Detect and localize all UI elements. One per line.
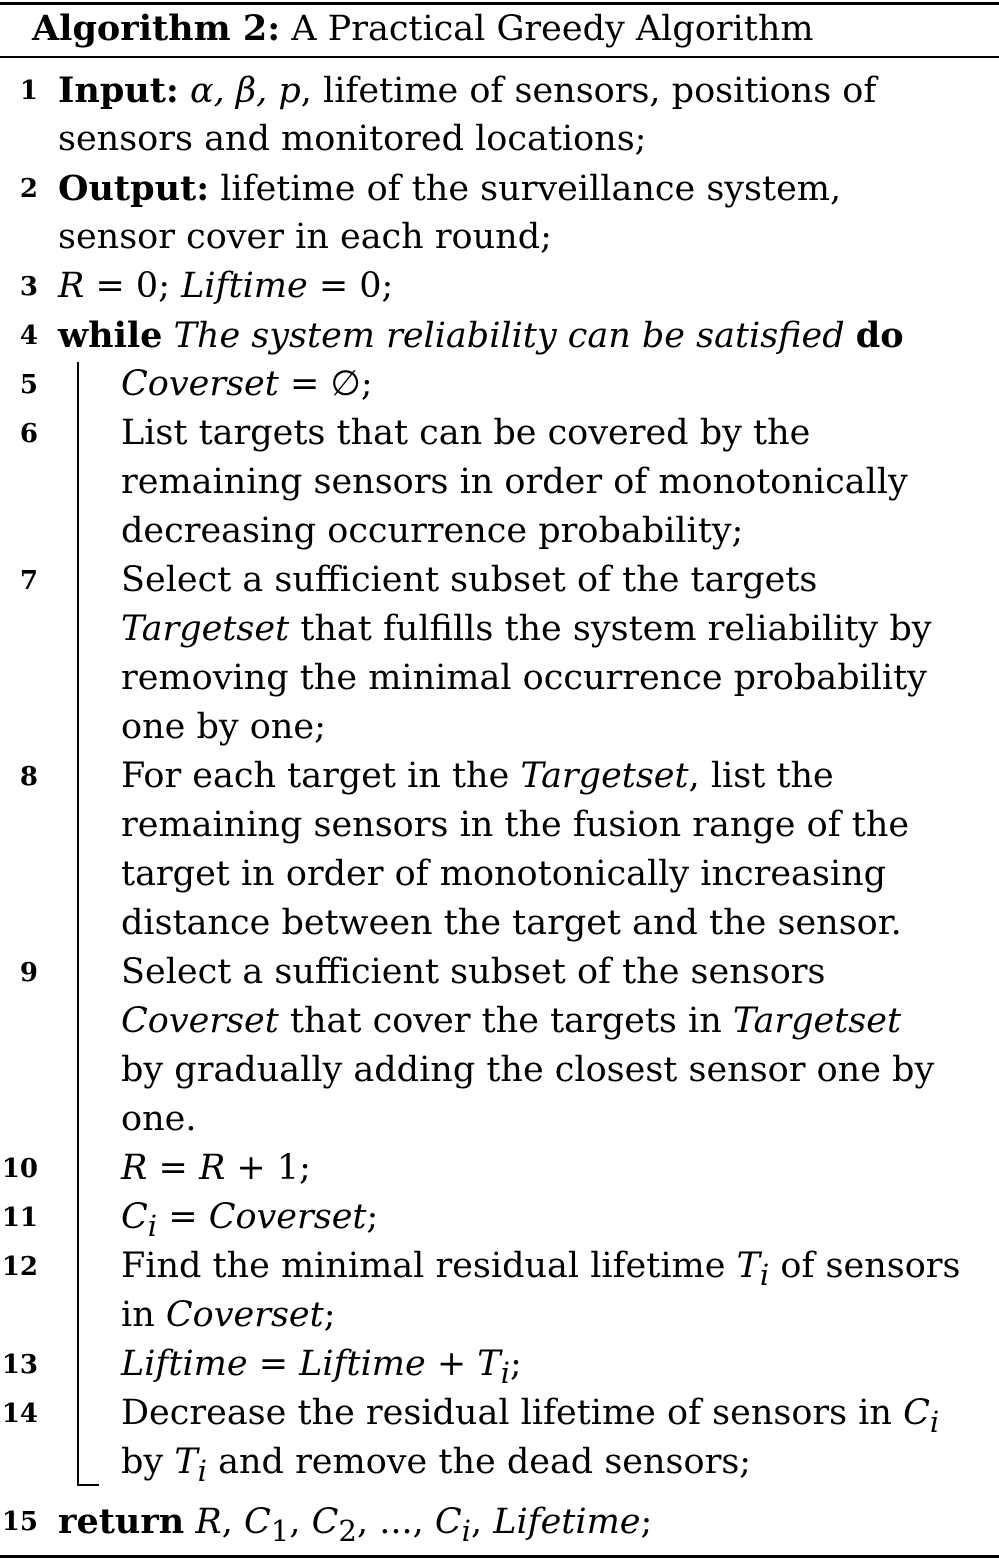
algorithm-line-text: Decrease the residual lifetime of sensors in $C_i$ bbox=[121, 1393, 940, 1439]
algorithm-line-text: sensors and monitored locations; bbox=[58, 119, 647, 159]
algorithm-line-text: For each target in the Targetset, list the bbox=[121, 756, 834, 796]
line-number: 9 bbox=[19, 958, 38, 988]
line-number: 15 bbox=[1, 1507, 38, 1537]
algorithm-line-text: by $T_i$ and remove the dead sensors; bbox=[121, 1442, 752, 1488]
algorithm-line-text: distance between the target and the sensor. bbox=[121, 903, 902, 943]
algorithm-line-text: Coverset that cover the targets in Targetset bbox=[121, 1001, 902, 1041]
algorithm-line-text: $C_i$ = Coverset; bbox=[121, 1197, 379, 1243]
line-number: 8 bbox=[19, 762, 38, 792]
line-number: 10 bbox=[1, 1154, 38, 1184]
line-number: 1 bbox=[19, 76, 38, 106]
line-number: 14 bbox=[1, 1399, 38, 1429]
algorithm-line-text: remaining sensors in the fusion range of the bbox=[121, 805, 910, 845]
algorithm-label: Algorithm 2: bbox=[32, 8, 281, 49]
bottom-rule bbox=[0, 1555, 999, 1558]
line-number: 7 bbox=[19, 566, 38, 596]
algorithm-line-text: by gradually adding the closest sensor one by bbox=[121, 1050, 935, 1090]
algorithm-line-text: decreasing occurrence probability; bbox=[121, 511, 744, 551]
algorithm-line-text: sensor cover in each round; bbox=[58, 217, 552, 257]
algorithm-caption bbox=[32, 4, 814, 54]
algorithm-line-text: removing the minimal occurrence probability bbox=[121, 658, 927, 698]
algorithm-line-text: while The system reliability can be satisfied do bbox=[58, 315, 904, 356]
while-block-foot bbox=[77, 1484, 99, 1486]
algorithm-line-text: remaining sensors in order of monotonically bbox=[121, 462, 908, 502]
algorithm-line-text: Liftime = Liftime + $T_i$; bbox=[121, 1344, 522, 1390]
algorithm-line-text: Select a sufficient subset of the sensors bbox=[121, 952, 826, 992]
line-number: 6 bbox=[19, 419, 38, 449]
algorithm-line-text: Select a sufficient subset of the targets bbox=[121, 560, 818, 600]
caption-rule bbox=[0, 56, 999, 58]
line-number: 4 bbox=[19, 321, 38, 351]
line-number: 2 bbox=[19, 174, 38, 204]
algorithm-line-text: R = 0; Liftime = 0; bbox=[58, 266, 394, 306]
algorithm-line-text: R = R + 1; bbox=[121, 1148, 311, 1188]
line-number: 12 bbox=[1, 1252, 38, 1282]
line-number: 5 bbox=[19, 370, 38, 400]
algorithm-line-text: List targets that can be covered by the bbox=[121, 413, 811, 453]
line-number: 13 bbox=[1, 1350, 38, 1380]
algorithm-line-text: Targetset that fulfills the system reliability by bbox=[121, 609, 932, 649]
algorithm-line-text: Output: lifetime of the surveillance system, bbox=[58, 168, 842, 209]
algorithm-line-text: Input: α, β, p, lifetime of sensors, positions of bbox=[58, 70, 877, 111]
algorithm-line-text: one. bbox=[121, 1099, 197, 1139]
algorithm-title: A Practical Greedy Algorithm bbox=[291, 9, 814, 49]
algorithm-line-text: Coverset = ∅; bbox=[121, 364, 373, 404]
algorithm-line-text: target in order of monotonically increasing bbox=[121, 854, 887, 894]
algorithm-line-text: Find the minimal residual lifetime $T_i$ of sensors bbox=[121, 1246, 961, 1292]
line-number: 11 bbox=[1, 1203, 38, 1233]
while-block-bar bbox=[77, 362, 79, 1486]
algorithm-line-text: in Coverset; bbox=[121, 1295, 336, 1335]
algorithm-line-text: one by one; bbox=[121, 707, 326, 747]
line-number: 3 bbox=[19, 272, 38, 302]
algorithm-line-text: return R, $C_1$, $C_2$, ..., $C_i$, Lifetime; bbox=[58, 1501, 653, 1548]
